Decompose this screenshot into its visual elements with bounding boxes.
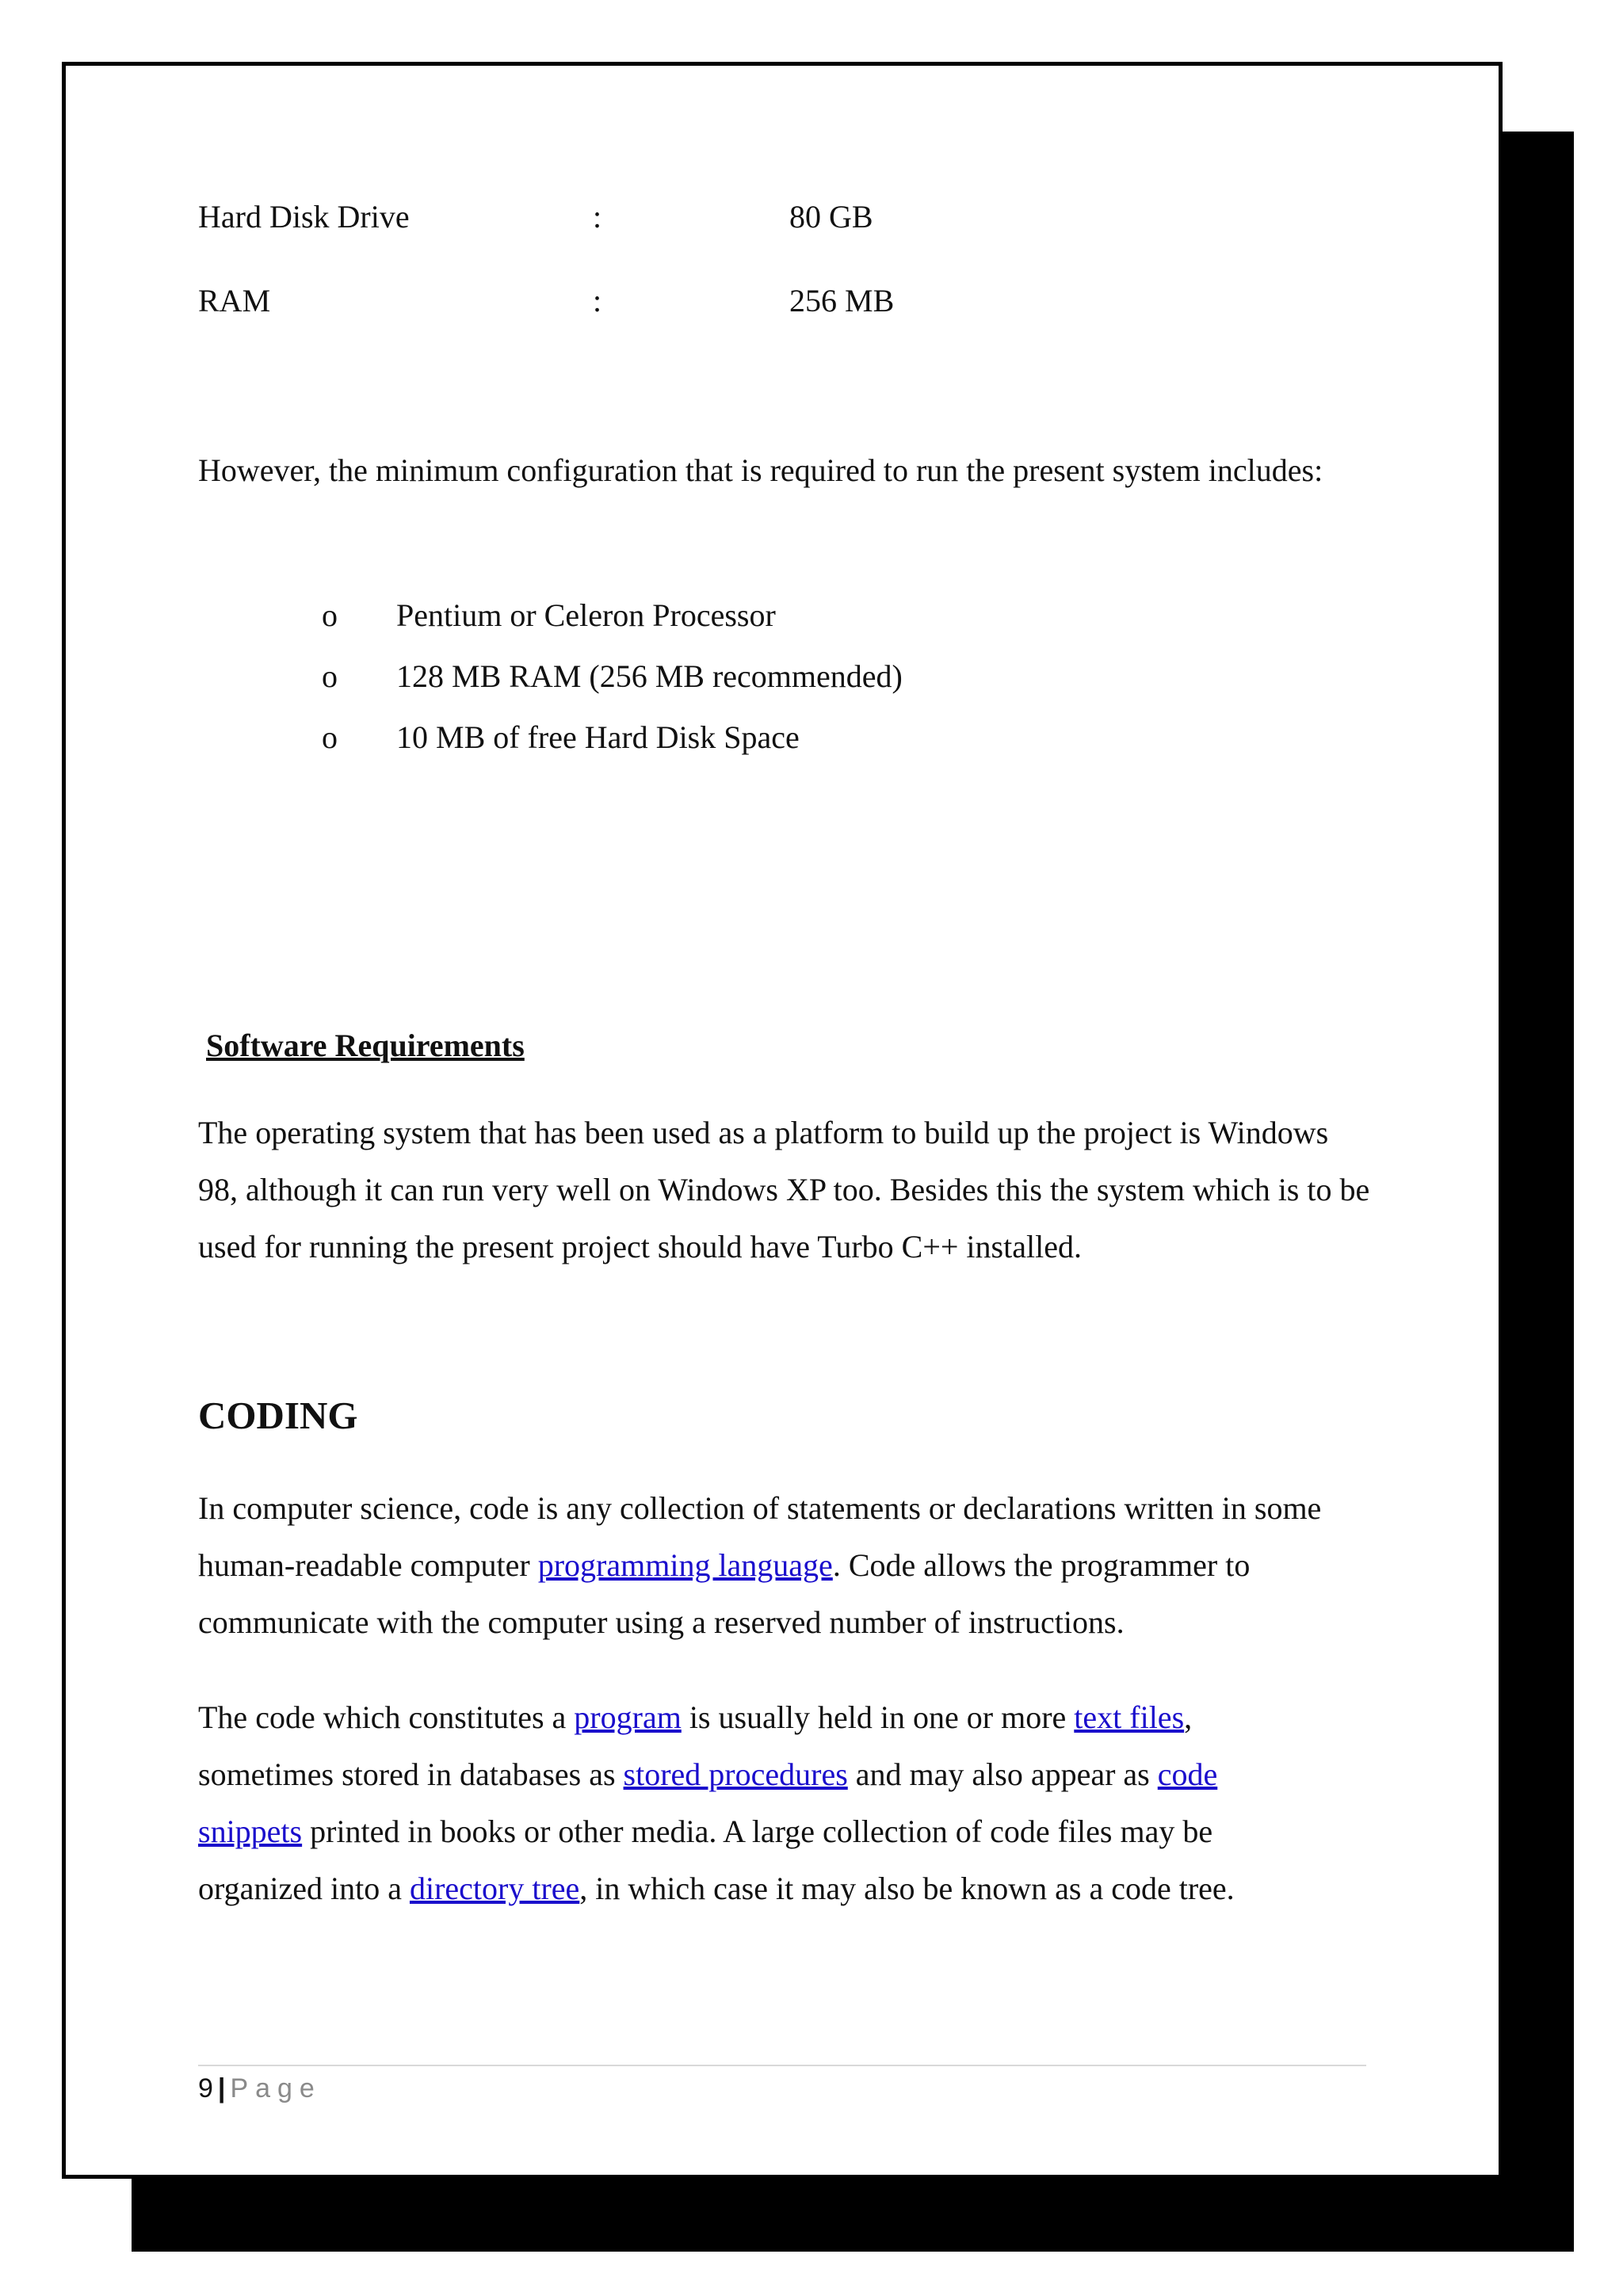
text-run: The code which constitutes a: [198, 1699, 575, 1735]
link-code-snippets[interactable]: code snippets: [198, 1756, 1218, 1849]
footer-divider: [198, 2065, 1366, 2066]
list-item: [198, 646, 903, 707]
link-text-files[interactable]: text files: [1074, 1699, 1185, 1735]
spec-separator: :: [593, 199, 602, 235]
text-run: printed in books or other media. A large collection of code files may be organized into a: [198, 1814, 1213, 1906]
link-directory-tree[interactable]: directory tree: [409, 1871, 580, 1906]
list-item-text: Pentium or Celeron Processor: [396, 597, 776, 633]
coding-paragraph-2: [198, 1689, 1323, 1917]
text-run: is usually held in one or more: [681, 1699, 1075, 1735]
text-run: and may also appear as: [847, 1756, 1158, 1792]
spec-label: Hard Disk Drive: [198, 199, 410, 235]
spec-label: RAM: [198, 283, 271, 318]
spec-value: 80 GB: [789, 199, 873, 235]
list-item-text: 128 MB RAM (256 MB recommended): [396, 658, 903, 694]
page-label: Page: [230, 2073, 322, 2103]
software-requirements-text: The operating system that has been used as a platform to build up the project is Windows 98, although it can run very well on Windows XP too. Besides this the system which is to be used for running the present project should have Turbo C++ installed.: [198, 1115, 1370, 1264]
software-requirements-heading: Software Requirements: [206, 1028, 525, 1063]
page-number: 9: [198, 2073, 213, 2103]
list-item: [198, 707, 903, 768]
bullet-icon: o: [322, 658, 338, 694]
text-run: In computer science, code is any collection of statements or declarations written in some human-readable computer: [198, 1490, 1322, 1583]
spec-separator: :: [593, 283, 602, 318]
link-program[interactable]: program: [574, 1699, 682, 1735]
bullet-icon: o: [322, 597, 338, 633]
footer-separator: |: [217, 2073, 226, 2103]
page-footer: [198, 2071, 322, 2106]
list-item: [198, 585, 903, 646]
text-run: . Code allows the programmer to communicate with the computer using a reserved number of instructions.: [198, 1547, 1251, 1640]
coding-paragraph-1: [198, 1480, 1371, 1651]
link-stored-procedures[interactable]: stored procedures: [623, 1756, 848, 1792]
link-programming-language[interactable]: programming language: [537, 1547, 833, 1583]
min-config-intro: However, the minimum configuration that is required to run the present system includes:: [198, 452, 1323, 488]
min-config-list: [198, 585, 903, 768]
spec-value: 256 MB: [789, 283, 895, 318]
list-item-text: 10 MB of free Hard Disk Space: [396, 719, 800, 755]
text-run: , sometimes stored in databases as: [198, 1699, 1193, 1792]
text-run: , in which case it may also be known as a code tree.: [579, 1871, 1235, 1906]
coding-heading: CODING: [198, 1394, 358, 1437]
bullet-icon: o: [322, 719, 338, 755]
